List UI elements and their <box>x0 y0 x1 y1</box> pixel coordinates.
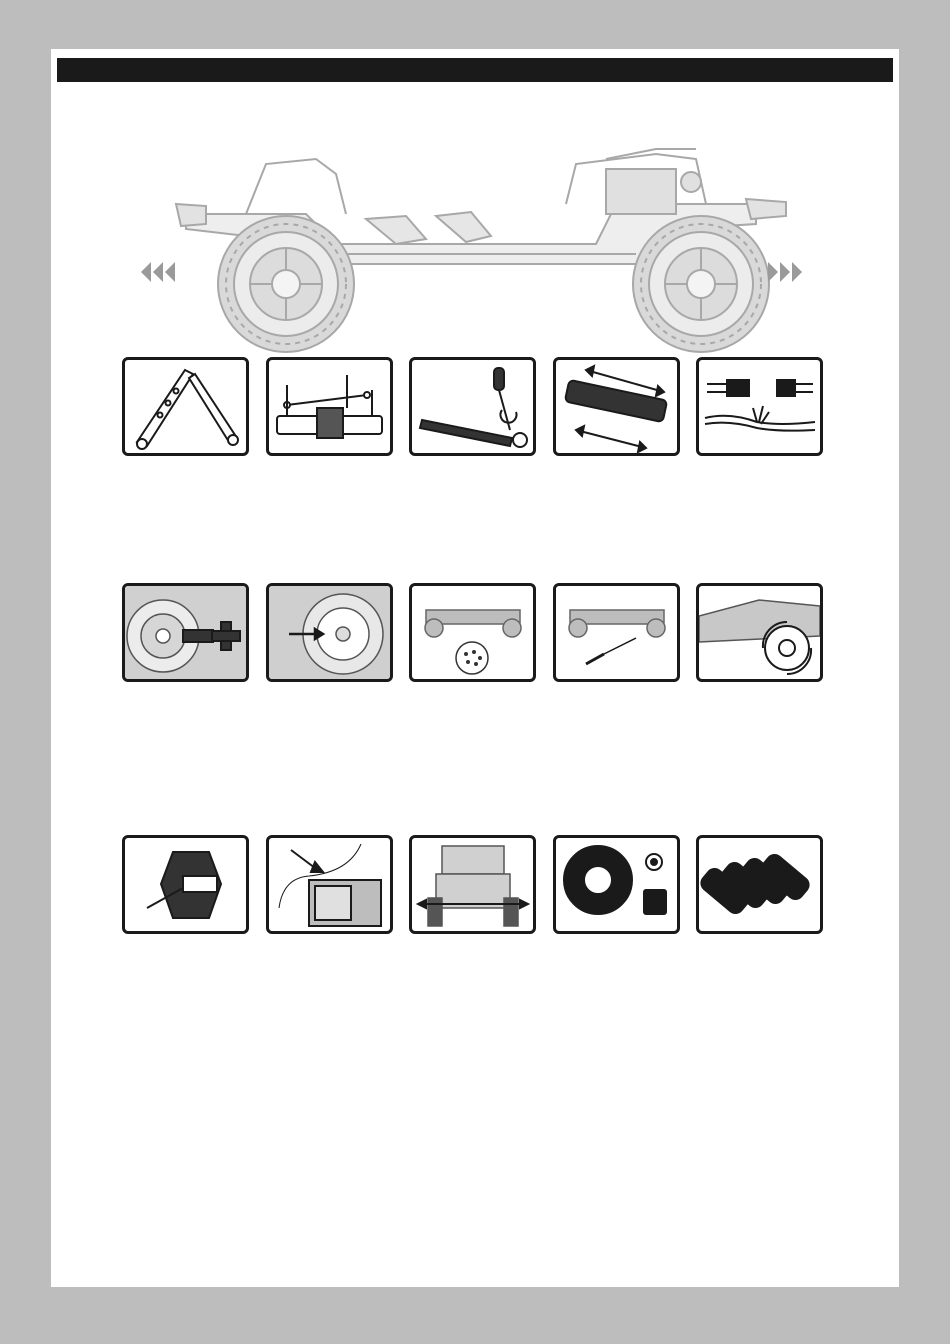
motor-pinion-icon <box>122 835 249 934</box>
header-bar <box>57 58 893 82</box>
triple-chevron-right-icon <box>764 257 804 287</box>
chassis-screwdriver-icon <box>553 583 680 682</box>
manual-page <box>51 49 899 1287</box>
wheel-rotation-icon <box>696 583 823 682</box>
axle-steering-assembly-icon <box>266 357 393 456</box>
tire-mounting-icon <box>266 583 393 682</box>
spur-gear-pinion-icon <box>553 835 680 934</box>
transmitter-antenna-icon <box>266 835 393 934</box>
chassis-cleaning-icon <box>409 583 536 682</box>
driveshaft-screw-icon <box>409 357 536 456</box>
aa-batteries-icon <box>696 835 823 934</box>
crawler-chassis-illustration <box>136 144 816 354</box>
truck-front-width-icon <box>409 835 536 934</box>
shock-absorber-icon <box>553 357 680 456</box>
wheel-hex-hub-icon <box>122 583 249 682</box>
suspension-link-icon <box>122 357 249 456</box>
triple-chevron-left-icon <box>139 257 179 287</box>
wire-connector-icon <box>696 357 823 456</box>
